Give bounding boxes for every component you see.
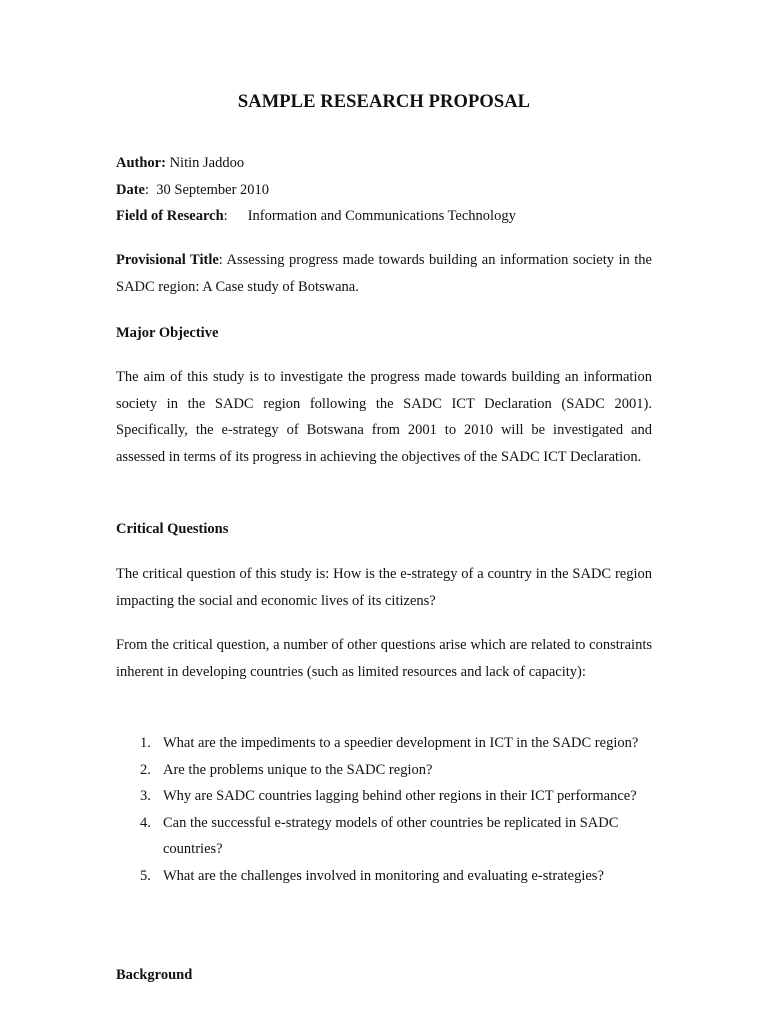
list-item-number: 1.	[140, 735, 151, 751]
author-line	[116, 155, 244, 172]
date-separator: :	[145, 182, 150, 198]
questions-list	[140, 730, 652, 889]
list-item-number: 4.	[140, 814, 151, 831]
major-objective-paragraph: The aim of this study is to investigate the progress made towards building an information society in the SADC region following the SADC ICT Declaration (SADC 2001). Specifically, the e-strategy of Botswana from 2001 to 2010 will be investigated and assessed in terms of its progress in achieving the objectives of the SADC ICT Declaration.	[116, 369, 652, 465]
background-heading: Background	[116, 967, 193, 983]
list-item	[140, 863, 652, 890]
list-item	[140, 757, 652, 784]
provisional-title-paragraph	[116, 247, 652, 300]
field-separator: :	[223, 208, 228, 224]
field-label: Field of Research	[116, 208, 224, 224]
list-item-text: What are the challenges involved in monitoring and evaluating e-strategies?	[163, 867, 604, 884]
author-label: Author:	[116, 155, 166, 171]
list-item-text: Are the problems unique to the SADC region?	[163, 761, 433, 778]
date-line	[116, 182, 269, 199]
critical-question-paragraph: The critical question of this study is: How is the e-strategy of a country in the SADC region impacting the social and economic lives of its citizens?	[116, 566, 652, 609]
list-item-text: Why are SADC countries lagging behind other regions in their ICT performance?	[163, 788, 637, 804]
list-item-number: 3.	[140, 788, 151, 804]
provisional-title-text: : Assessing progress made towards building an information society in the SADC region: A Case study of Botswana.	[116, 252, 652, 295]
list-item-number: 2.	[140, 761, 151, 778]
related-questions-paragraph: From the critical question, a number of other questions arise which are related to constraints inherent in developing countries (such as limited resources and lack of capacity):	[116, 637, 652, 680]
provisional-title-label: Provisional Title	[116, 252, 219, 268]
list-item	[140, 810, 652, 863]
field-line	[116, 208, 516, 225]
list-item	[140, 783, 652, 810]
date-label: Date	[116, 182, 145, 198]
critical-questions-heading: Critical Questions	[116, 521, 229, 537]
major-objective-heading: Major Objective	[116, 325, 219, 341]
document-title: SAMPLE RESEARCH PROPOSAL	[237, 92, 531, 112]
author-value: Nitin Jaddoo	[169, 155, 245, 171]
list-item-text: Can the successful e-strategy models of other countries be replicated in SADC countries?	[163, 814, 619, 857]
date-value: 30 September 2010	[156, 182, 270, 198]
list-item-text: What are the impediments to a speedier development in ICT in the SADC region?	[163, 735, 639, 751]
field-value: Information and Communications Technology	[247, 208, 516, 224]
list-item-number: 5.	[140, 867, 151, 884]
list-item	[140, 730, 652, 757]
